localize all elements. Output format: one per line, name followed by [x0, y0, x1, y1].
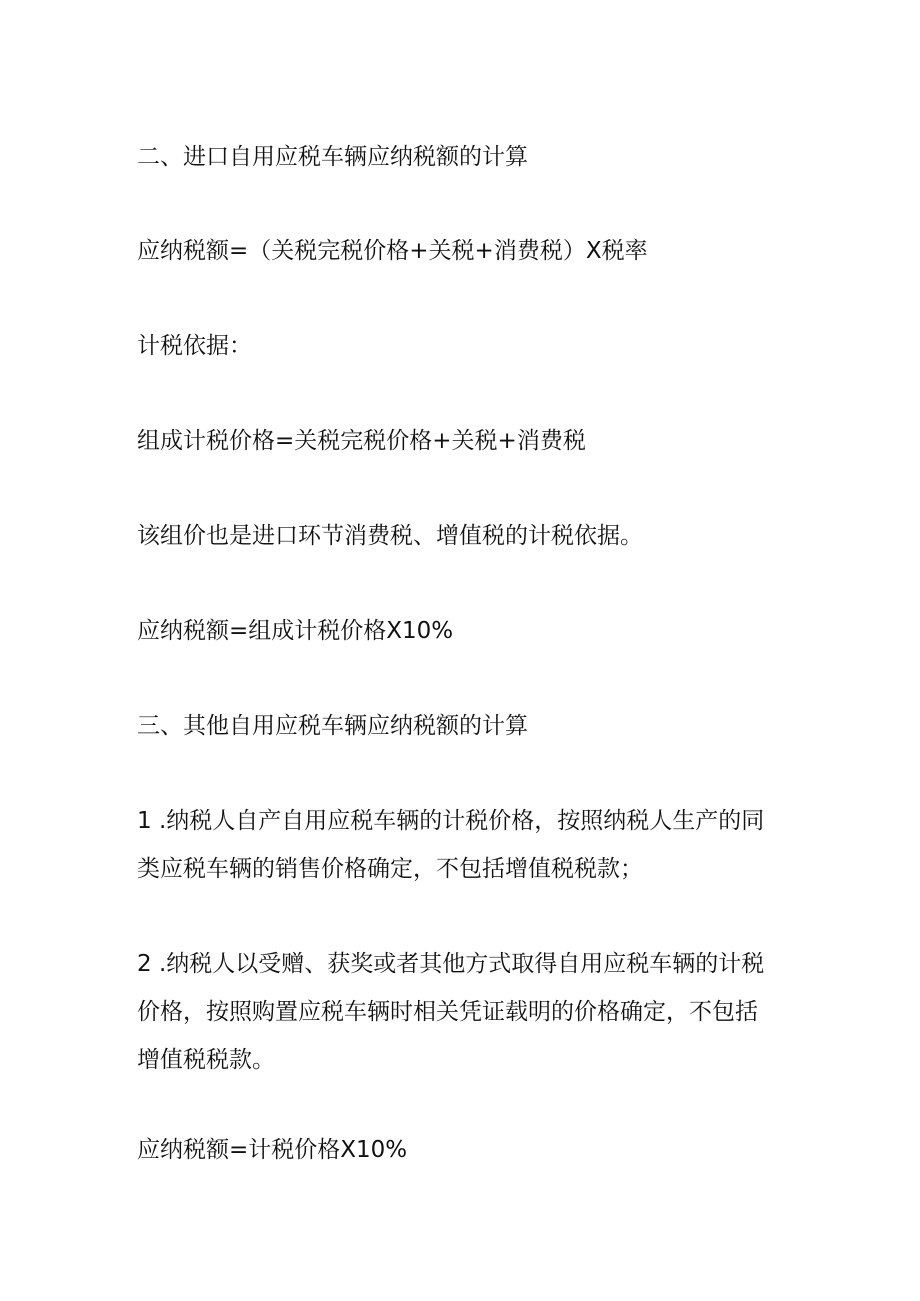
- section-heading-2: 二、进口自用应税车辆应纳税额的计算: [137, 144, 528, 170]
- list-item-2-line-1: 2 .纳税人以受赠、获奖或者其他方式取得自用应税车辆的计税: [137, 951, 765, 977]
- list-item-2: [137, 940, 787, 1084]
- list-item-1-line-1: 1 .纳税人自产自用应税车辆的计税价格，按照纳税人生产的同: [137, 808, 765, 834]
- list-item-1-line-2: 类应税车辆的销售价格确定，不包括增值税税款；: [137, 856, 643, 882]
- formula-composite-price: 组成计税价格=关税完税价格+关税+消费税: [137, 428, 586, 454]
- formula-tax-payable-composite: 应纳税额=组成计税价格X10%: [137, 618, 454, 644]
- note-composite-price: 该组价也是进口环节消费税、增值税的计税依据。: [137, 523, 643, 549]
- formula-tax-payable-other: 应纳税额=计税价格X10%: [137, 1137, 408, 1163]
- formula-tax-payable-import: 应纳税额=（关税完税价格+关税+消费税）X税率: [137, 238, 648, 264]
- list-item-2-line-2: 价格，按照购置应税车辆时相关凭证载明的价格确定，不包括: [137, 999, 758, 1025]
- section-heading-3: 三、其他自用应税车辆应纳税额的计算: [137, 713, 528, 739]
- list-item-1: [137, 797, 787, 893]
- list-item-2-line-3: 增值税税款。: [137, 1047, 275, 1073]
- tax-basis-label: 计税依据：: [137, 333, 252, 359]
